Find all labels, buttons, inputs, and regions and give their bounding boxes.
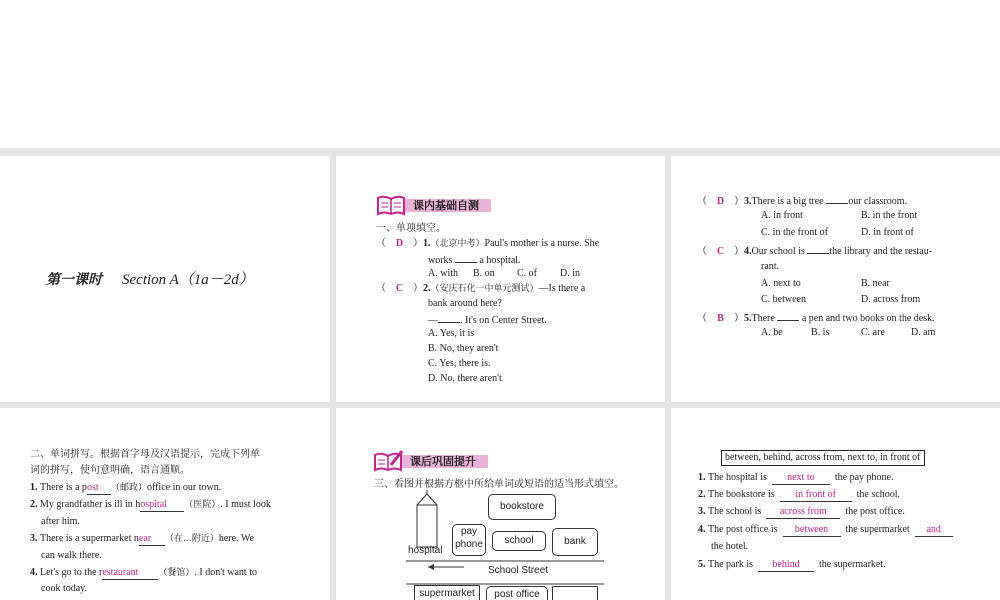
chinese-hint: （医院） bbox=[184, 500, 221, 510]
word-spelling-panel bbox=[0, 408, 330, 600]
answer-5: B bbox=[717, 313, 724, 324]
option: D. No, there aren't bbox=[428, 373, 502, 384]
spelling-item-1 bbox=[30, 481, 221, 495]
fill-answer: in front of bbox=[780, 489, 852, 502]
question-number: 4. bbox=[744, 246, 752, 257]
fill-item-2 bbox=[698, 488, 900, 502]
hotel-box bbox=[552, 586, 598, 600]
item-number: 4. bbox=[30, 567, 38, 578]
fill-answer: across from bbox=[766, 506, 840, 519]
question-number: 5. bbox=[744, 313, 752, 324]
item-text: There is a supermarket n bbox=[40, 533, 139, 544]
question-text: There is a big tree bbox=[751, 196, 824, 207]
question-3: （ D ）3.There is a big tree our classroom. bbox=[697, 193, 907, 208]
question-text: . It's on Center Street. bbox=[460, 315, 547, 326]
section-header bbox=[373, 450, 488, 472]
option: A. next to bbox=[761, 278, 801, 289]
option: B. near bbox=[861, 278, 890, 289]
question-1-options bbox=[428, 267, 580, 280]
item-text: The school is bbox=[708, 506, 762, 517]
item-text: There is a p bbox=[40, 482, 87, 493]
option: B. in the front bbox=[861, 210, 918, 221]
book-pencil-icon bbox=[373, 450, 403, 472]
answer-1: D bbox=[395, 238, 404, 249]
lesson-title-panel bbox=[0, 156, 330, 402]
item-text: the school. bbox=[856, 489, 900, 500]
item-text: The hospital is bbox=[708, 472, 767, 483]
item-number: 1. bbox=[30, 482, 38, 493]
question-3-options-a bbox=[761, 209, 917, 222]
item-number: 5. bbox=[698, 559, 706, 570]
spelling-answer: ost bbox=[87, 482, 111, 495]
question-source: （北京中考） bbox=[430, 239, 485, 249]
basic-test-panel bbox=[336, 156, 665, 402]
answer-blank bbox=[438, 312, 460, 323]
item-text: The post office is bbox=[708, 524, 778, 535]
fill-item-4-line2: the hotel. bbox=[711, 541, 749, 552]
word-bank-box: between, behind, across from, next to, in front of bbox=[721, 450, 925, 466]
option: B. No, they aren't bbox=[428, 343, 499, 354]
fill-in-panel bbox=[671, 408, 1000, 600]
item-text: The bookstore is bbox=[708, 489, 775, 500]
spelling-item-3 bbox=[30, 532, 254, 546]
question-source: （安庆石化一中单元测试） bbox=[430, 284, 539, 294]
item-number: 2. bbox=[698, 489, 706, 500]
question-2-line2: bank around here? bbox=[428, 298, 502, 309]
spelling-answer: estaurant bbox=[102, 567, 158, 580]
answer-2: C bbox=[395, 283, 404, 294]
fill-item-5 bbox=[698, 558, 886, 572]
item-text: here. We bbox=[218, 533, 254, 544]
question-text: works bbox=[428, 255, 453, 266]
fill-answer: between bbox=[783, 524, 841, 537]
spelling-answer: ear bbox=[139, 533, 165, 546]
question-4-line2: rant. bbox=[761, 261, 780, 272]
basic-test-panel-continued bbox=[671, 156, 1000, 402]
option: C. Yes, there is. bbox=[428, 358, 491, 369]
option: D. in front of bbox=[861, 227, 914, 238]
question-4: （ C ）4.Our school is the library and the restau- bbox=[697, 243, 932, 258]
post-office-box: post office bbox=[486, 586, 548, 600]
option: A. Yes, it is bbox=[428, 328, 475, 339]
spelling-item-3-line2: can walk there. bbox=[41, 550, 102, 561]
item-number: 3. bbox=[30, 533, 38, 544]
answer-4: C bbox=[716, 246, 725, 257]
item-text: My grandfather is ill in h bbox=[40, 499, 141, 510]
question-text: There bbox=[751, 313, 775, 324]
item-number: 4. bbox=[698, 524, 706, 535]
street-name-label: School Street bbox=[488, 565, 549, 576]
option: A. in front bbox=[761, 210, 803, 221]
question-number: 2. bbox=[423, 283, 431, 294]
question-text: Paul's mother is a nurse. She bbox=[484, 238, 600, 249]
section-instruction: 二、单词拼写。根据首字母及汉语提示，完成下列单 bbox=[30, 449, 260, 460]
question-4-options-a bbox=[761, 277, 890, 290]
item-text: the supermarket. bbox=[819, 559, 886, 570]
question-2: （ C ）2.（安庆石化一中单元测试）—Is there a bbox=[376, 283, 586, 294]
fill-item-3 bbox=[698, 505, 905, 519]
item-text: the supermarket bbox=[845, 524, 910, 535]
section-header bbox=[376, 194, 491, 216]
item-text: the post office. bbox=[845, 506, 905, 517]
spelling-item-4 bbox=[30, 566, 257, 580]
fill-item-1 bbox=[698, 471, 893, 485]
item-text: office in our town. bbox=[146, 482, 222, 493]
lesson-title-en: Section A（1a－2d） bbox=[122, 272, 254, 288]
spelling-item-4-line2: cook today. bbox=[41, 583, 88, 594]
item-number: 1. bbox=[698, 472, 706, 483]
question-2-line3: — . It's on Center Street. bbox=[428, 312, 547, 327]
question-1: （ D ）1.（北京中考）Paul's mother is a nurse. She bbox=[376, 238, 600, 249]
option: D. across from bbox=[861, 294, 921, 305]
option: C. between bbox=[761, 294, 806, 305]
answer-3: D bbox=[716, 196, 725, 207]
chinese-hint: （在…附近） bbox=[164, 534, 219, 544]
option: C. of bbox=[517, 268, 537, 279]
fill-answer: behind bbox=[758, 559, 814, 572]
spelling-item-2 bbox=[30, 498, 271, 512]
fill-answer-2: and bbox=[915, 524, 953, 537]
question-number: 1. bbox=[423, 238, 431, 249]
lesson-title-zh: 第一课时 bbox=[46, 272, 102, 288]
section-header-label: 课内基础自测 bbox=[403, 199, 491, 212]
school-box: school bbox=[492, 531, 546, 551]
item-text: The park is bbox=[708, 559, 753, 570]
option: A. be bbox=[761, 327, 783, 338]
option: D. am bbox=[911, 327, 936, 338]
item-text: the pay phone. bbox=[834, 472, 894, 483]
question-3-options-b bbox=[761, 226, 914, 239]
option: B. is bbox=[811, 327, 830, 338]
question-5: （ B ）5.There a pen and two books on the desk. bbox=[697, 310, 935, 325]
item-text: Let's go to the r bbox=[40, 567, 103, 578]
question-4-options-b bbox=[761, 293, 920, 306]
answer-blank bbox=[807, 243, 829, 254]
bookstore-box: bookstore bbox=[488, 494, 556, 520]
section-header-label: 课后巩固提升 bbox=[400, 455, 488, 468]
item-number: 3. bbox=[698, 506, 706, 517]
fill-item-4 bbox=[698, 523, 953, 537]
question-1-line2 bbox=[428, 252, 521, 267]
spelling-item-2-line2: after him. bbox=[41, 516, 80, 527]
question-5-options bbox=[761, 326, 935, 339]
question-number: 3. bbox=[744, 196, 752, 207]
bank-box: bank bbox=[552, 528, 598, 556]
chinese-hint: （餐馆） bbox=[158, 568, 195, 578]
hospital-building-icon bbox=[414, 488, 440, 548]
answer-blank bbox=[777, 310, 799, 321]
supermarket-box: supermarket bbox=[414, 585, 480, 600]
section-instruction: 三、看图并根据方框中所给单词或短语的适当形式填空。 bbox=[374, 479, 624, 490]
pay-phone-label-line2: phone bbox=[455, 539, 483, 550]
section-instruction: 一、单项填空。 bbox=[376, 223, 446, 234]
option: C. in the front of bbox=[761, 227, 828, 238]
item-number: 2. bbox=[30, 499, 38, 510]
lesson-title bbox=[46, 268, 254, 289]
question-text: a hospital. bbox=[479, 255, 521, 266]
question-text: our classroom. bbox=[848, 196, 908, 207]
item-text: . I don't want to bbox=[194, 567, 257, 578]
answer-blank bbox=[455, 252, 477, 263]
consolidation-panel bbox=[336, 408, 665, 600]
answer-blank bbox=[826, 193, 848, 204]
question-text: Our school is bbox=[751, 246, 805, 257]
option: A. with bbox=[428, 268, 458, 279]
hospital-label: hospital bbox=[408, 545, 443, 556]
option: B. on bbox=[473, 268, 495, 279]
question-text: —Is there a bbox=[538, 283, 586, 294]
chinese-hint: （邮政） bbox=[110, 483, 147, 493]
question-text: the library and the restau- bbox=[829, 246, 933, 257]
open-book-icon bbox=[376, 194, 406, 216]
question-text: a pen and two books on the desk. bbox=[801, 313, 935, 324]
section-instruction-line2: 词的拼写，使句意明确，语言通顺。 bbox=[30, 465, 190, 476]
spelling-answer: ospital bbox=[140, 499, 184, 512]
option: D. in bbox=[560, 268, 580, 279]
item-text: . I must look bbox=[220, 499, 271, 510]
fill-answer: next to bbox=[772, 472, 830, 485]
pay-phone-box bbox=[452, 524, 486, 556]
option: C. are bbox=[861, 327, 885, 338]
pay-phone-label: pay bbox=[460, 526, 478, 537]
